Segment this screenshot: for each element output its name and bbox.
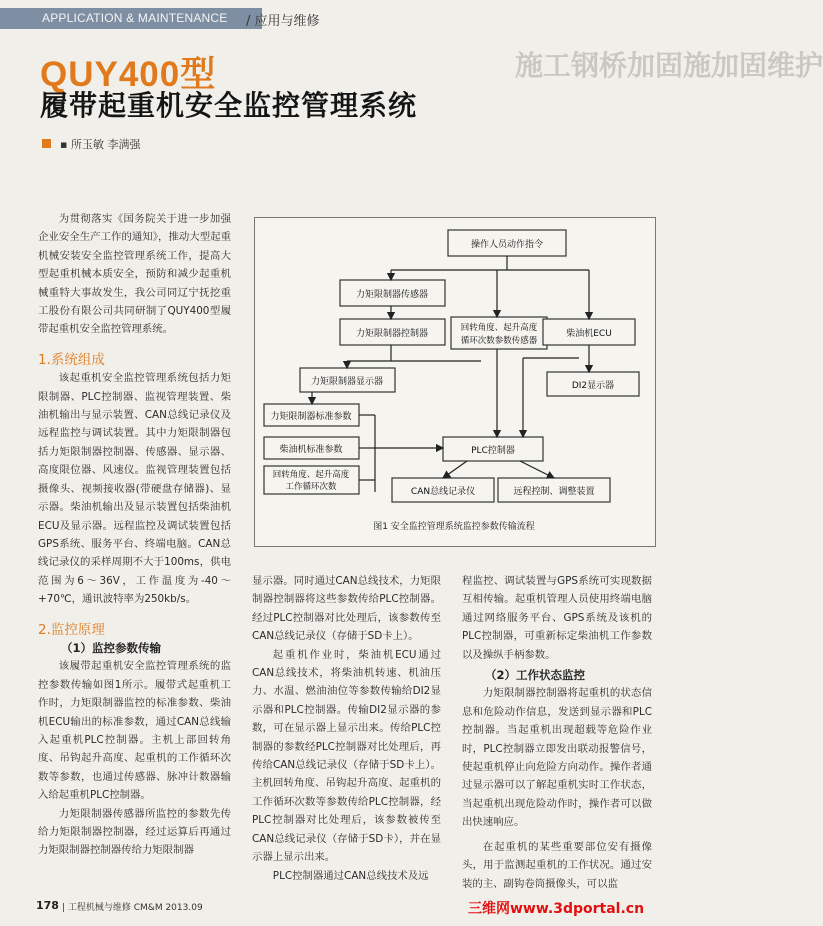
label-lm-params: 力矩限制器标准参数 xyxy=(270,412,352,422)
section-1-heading: 1.系统组成 xyxy=(38,351,105,368)
subsection-2-heading: （2）工作状态监控 xyxy=(485,668,586,683)
label-can: CAN总线记录仪 xyxy=(410,487,476,497)
col2-paragraph-2: 起重机作业时，柴油机ECU通过CAN总线技术，将柴油机转速、机油压力、水温、燃油油位等参数传输给DI2显示器和PLC控制器。传输DI2显示器的参数，可在显示器上显示出来。传给PLC控制器的参数经PLC控制器对比处理后，再传给CAN总线记录仪（存储于SD卡上）。主机回转角度、吊钩起升高度、起重机的工作循环次数等参数传给PLC控制器，经PLC控制器对比处理后，该参数被传至CAN总线记录仪（存储于SD卡），并在显示器上显示出来。 xyxy=(252,648,441,864)
label-lm-sensor: 力矩限制器传感器 xyxy=(355,290,429,300)
section-2-paragraph-1: 该履带起重机安全监控管理系统的监控参数传输如图1所示。履带式起重机工作时，力矩限制器监控的标准参数、柴油机ECU输出的标准参数，通过CAN总线输入起重机PLC控制器。主机上部回转角度、吊钩起升高度、起重机的工作循环次数等参数，也通过传感器、脉冲计数器输入给起重机PLC控制器。 xyxy=(38,660,231,802)
label-operator: 操作人员动作指令 xyxy=(470,240,544,250)
column-left xyxy=(38,210,231,860)
intro-paragraph: 为贯彻落实《国务院关于进一步加强企业安全生产工作的通知》，推动大型起重机械安装安全监控管理系统工作，提高大型起重机械本质安全，预防和减少起重机械重特大事故发生，我公司同辽宁抚挖重工股份有限公司共同研制了QUY400型履带起重机安全监控管理系统。 xyxy=(38,213,231,336)
col2-paragraph-1: 显示器。同时通过CAN总线技术，力矩限制器控制器将这些参数传给PLC控制器。经过PLC控制器对比处理后，该参数传至CAN总线记录仪（存储于SD卡上）。 xyxy=(252,575,441,643)
label-turn-2: 工作循环次数 xyxy=(285,482,337,492)
figure-1 xyxy=(254,217,656,547)
section-2-paragraph-2: 力矩限制器传感器所监控的参数先传给力矩限制器控制器，经过运算后再通过力矩限制器控制器传给力矩限制器 xyxy=(38,807,231,857)
section-label-en: APPLICATION & MAINTENANCE xyxy=(42,11,228,25)
col2-paragraph-3: PLC控制器通过CAN总线技术及远 xyxy=(272,869,429,882)
subsection-1-heading: （1）监控参数传输 xyxy=(61,640,162,655)
column-right xyxy=(462,572,652,893)
section-2-heading: 2.监控原理 xyxy=(38,621,105,638)
flow-diagram xyxy=(255,218,655,546)
column-middle xyxy=(252,572,441,885)
article-title-model: QUY400型 xyxy=(40,55,217,94)
background-photo-text: 施工钢桥加固施加固维护 xyxy=(515,49,823,82)
label-di2: DI2显示器 xyxy=(571,381,615,391)
section-1-paragraph: 该起重机安全监控管理系统包括力矩限制器、PLC控制器、监视管理装置、柴油机输出与显示装置、CAN总线记录仪及远程监控与调试装置。其中力矩限制器包括力矩限制器控制器、传感器、显示器、高度限位器、风速仪。监视管理装置包括摄像头、视频接收器(带硬盘存储器)、显示器。柴油机输出及显示装置包括柴油机ECU及显示器。远程监控及调试装置包括GPS系统、服务平台、终端电脑。CAN总线记录仪的采样周期不大于100ms，供电范围为6～36V，工作温度为-40～+70℃，通讯波特率为250kb/s。 xyxy=(38,372,231,606)
figure-caption: 图1 安全监控管理系统监控参数传输流程 xyxy=(373,522,535,532)
watermark: 三维网www.3dportal.cn xyxy=(468,901,645,917)
section-label-cn: / 应用与维修 xyxy=(246,14,320,29)
label-diesel-params: 柴油机标准参数 xyxy=(279,445,343,455)
col3-paragraph-3: 在起重机的某些重要部位安有摄像头，用于监测起重机的工作状况。通过安装的主、副钩卷筒摄像头，可以监 xyxy=(462,840,652,890)
label-sensors-1: 回转角度、起升高度 xyxy=(460,323,538,333)
label-sensors-2: 循环次数参数传感器 xyxy=(460,336,538,346)
journal-footer: | 工程机械与维修 CM&M 2013.09 xyxy=(62,903,203,913)
authors: ▪ 所玉敏 李满强 xyxy=(60,138,141,151)
label-lm-display: 力矩限制器显示器 xyxy=(310,377,384,387)
col3-paragraph-1: 程监控、调试装置与GPS系统可实现数据互相传输。起重机管理人员使用终端电脑通过网络服务平台、GPS系统及该机的PLC控制器，可重新标定柴油机工作参数以及操纵手柄参数。 xyxy=(462,575,652,661)
label-plc: PLC控制器 xyxy=(471,446,515,456)
article-title: 履带起重机安全监控管理系统 xyxy=(40,89,418,122)
label-remote: 远程控制、调整装置 xyxy=(513,487,595,497)
label-lm-controller: 力矩限制器控制器 xyxy=(355,329,429,339)
col3-paragraph-2: 力矩限制器控制器将起重机的状态信息和危险动作信息，发送到显示器和PLC控制器。当起重机出现超载等危险作业时，PLC控制器立即发出联动报警信号，使起重机停止向危险方向动作。操作者通过显示器可以了解起重机实时工作状态，当起重机出现危险动作时，操作者可以做出快速响应。 xyxy=(462,687,652,829)
label-turn-1: 回转角度、起升高度 xyxy=(272,470,350,480)
label-ecu: 柴油机ECU xyxy=(566,329,612,339)
page-number: 178 xyxy=(36,899,59,912)
author-marker-icon xyxy=(42,139,51,148)
